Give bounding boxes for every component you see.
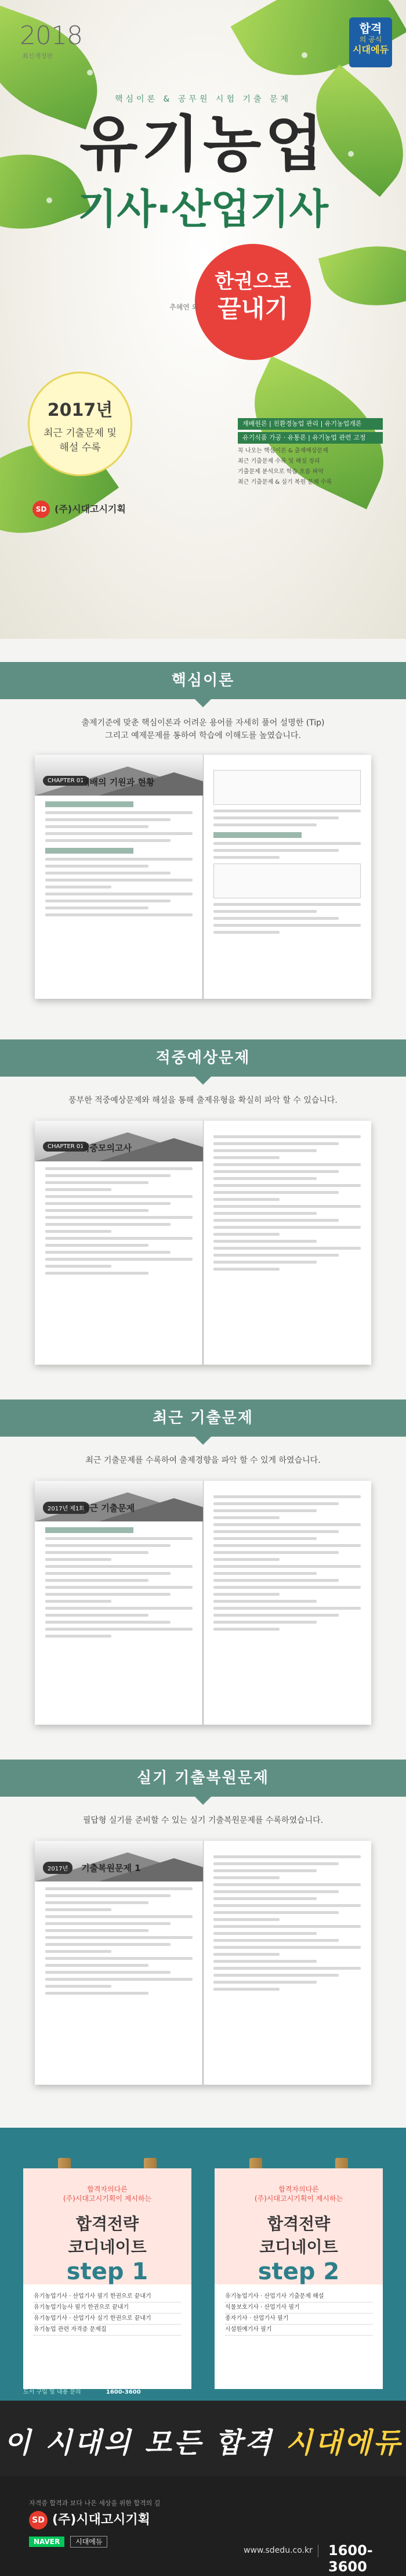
section-title: 최근 기출문제 [0,1399,406,1437]
slogan-band [0,2401,406,2476]
chapter-tag: CHAPTER 01 [43,776,89,786]
page-header-art [35,755,203,796]
list-item[interactable]: 시설원예기사 필기 [225,2325,372,2336]
chapter-title: 최근 기출문제 [81,1503,135,1513]
section-desc [0,1094,406,1107]
strategy-foot-phone: 1600-3600 [106,2389,141,2395]
strategy-title: 합격전략 [267,2214,331,2233]
list-item[interactable]: 유기농업기능사 필기 한권으로 끝내기 [34,2302,181,2314]
year-badge [28,372,132,476]
section-desc-line: 출제기준에 맞춘 핵심이론과 어려운 용어를 자세히 풀어 설명한 (Tip) [81,718,325,728]
footer-tagline: 자격증 합격과 보다 나은 세상을 위한 합격의 길 [29,2499,161,2507]
footer [0,2476,406,2576]
strategy-sub1: 코디네이트 [259,2237,338,2257]
chapter-tag: CHAPTER 01 [43,1142,89,1152]
section-title: 실기 기출복원문제 [0,1760,406,1797]
strategy-title: 합격전략 [75,2214,139,2233]
section-desc-line: 그리고 예제문제를 통하여 학습에 이해도를 높였습니다. [105,731,301,740]
section-desc [0,1814,406,1827]
strategy-pre2: (주)시대고시기획이 제시하는 [254,2194,343,2203]
chapter-tag: 2017년 [43,1862,72,1874]
year-badge-line2: 해설 수록 [59,442,101,454]
page-left [35,1481,203,1725]
strategy-card-step2 [215,2168,383,2389]
cover-year: 2018 [20,21,82,51]
strategy-book-list [34,2291,181,2336]
strategy-footer [23,2387,383,2397]
cover-tagline: 핵심이론 & 공무원 시험 기출 문제 [115,95,291,104]
list-item[interactable]: 종자기사 · 산업기사 필기 [225,2314,372,2325]
circle-line1: 한권으로 [215,270,291,293]
cover-year-sub: 최신개정판 [22,52,53,60]
cover-subtitle: 기사·산업기사 [77,185,329,233]
strategy-card-step1 [23,2168,191,2389]
water-drop [87,70,93,75]
strategy-book-list [225,2291,372,2336]
section-desc [0,717,406,742]
strategy-pre2: (주)시대고시기획이 제시하는 [63,2194,152,2203]
section-desc [0,1454,406,1467]
page-header-art [35,1121,203,1161]
publisher-mark-icon: SD [29,2511,48,2530]
brand-badge [349,17,392,67]
strategy-pre1: 합격자의다른 [87,2185,128,2193]
slogan-part1: 이 시대의 모든 합격 [3,2427,274,2459]
chapter-title: 적중모의고사 [81,1143,132,1153]
publisher-logo [32,501,126,518]
chapter-title: 재배의 기원과 현황 [81,777,155,787]
naver-search-term: 시대에듀 [70,2536,107,2548]
feature-item: 최근 기출문제 & 실기 복원 문제 수록 [238,479,332,485]
list-item[interactable]: 유기농업기사 · 산업기사 실기 한권으로 끝내기 [34,2314,181,2325]
feature-label: 유기식품 가공 · 유통론 | 유기농업 관련 고정 [238,432,383,444]
website-link[interactable]: www.sdedu.co.kr [244,2546,313,2555]
book-spread-preview [35,1481,371,1725]
page-header-art [35,1481,203,1521]
strategy-card-header [23,2168,191,2284]
year-badge-year: 2017년 [47,400,113,420]
book-spread-preview [35,755,371,999]
page-right [203,1121,371,1365]
page-left [35,1121,203,1365]
strategy-sub1: 코디네이트 [68,2237,147,2257]
cover-title: 유기농업 [79,109,327,179]
strategy-step: step 1 [66,2258,148,2285]
book-cover [0,0,406,639]
strategy-foot-text: 도서 구입 및 내용 문의 [23,2389,81,2395]
page-header-art [35,1841,203,1881]
chapter-title: 기출복원문제 1 [81,1863,141,1873]
feature-box [238,418,383,488]
page-right [203,1841,371,2085]
footer-logo-text: (주)시대고시기획 [52,2513,150,2527]
cover-author: 추혜연 외 [169,303,199,311]
naver-search[interactable] [29,2537,107,2546]
book-spread-preview [35,1121,371,1365]
slogan-brand: 시대에듀 [285,2427,403,2459]
feature-item: 최근 기출문제 수록 및 해설 정리 [238,458,320,465]
list-item[interactable]: 유기농업기사 · 산업기사 기출문제 해설 [225,2291,372,2302]
section-desc-line: 필답형 실기를 준비할 수 있는 실기 기출복원문제를 수록하였습니다. [82,1816,324,1825]
strategy-section [0,2128,406,2401]
cover-circle-badge [195,244,311,360]
brand-line2: 의 공식 [359,35,382,44]
section-desc-line: 풍부한 적중예상문제와 해설을 통해 출제유형을 확실히 파악 할 수 있습니다. [68,1096,338,1105]
section-desc-line: 최근 기출문제를 수록하여 출제경향을 파악 할 수 있게 하였습니다. [85,1456,321,1465]
brand-line1: 합격 [359,21,382,35]
book-spread-preview [35,1841,371,2085]
page-left [35,1841,203,2085]
circle-line2: 끝내기 [217,294,288,323]
strategy-pre1: 합격자의다른 [278,2185,319,2193]
feature-label: 재배원론 | 친환경농업 관리 | 유기농업개론 [238,418,383,430]
slogan [0,2420,406,2460]
page-left [35,755,203,999]
feature-item: 기출문제 분석으로 학습 흐름 파악 [238,469,324,475]
year-badge-line1: 최근 기출문제 및 [44,427,117,439]
feature-list [238,446,383,488]
section-title: 핵심이론 [0,662,406,699]
list-item[interactable]: 유기농업기사 · 산업기사 필기 한권으로 끝내기 [34,2291,181,2302]
page-right [203,755,371,999]
feature-item: 꼭 나오는 핵심이론 & 출제예상문제 [238,448,328,454]
footer-logo[interactable] [29,2511,150,2530]
list-item[interactable]: 식물보호기사 · 산업기사 필기 [225,2302,372,2314]
chapter-tag: 2017년 제1회 [43,1502,89,1514]
publisher-mark-icon: SD [32,501,50,518]
publisher-name: (주)시대고시기획 [55,503,126,515]
phone-number[interactable]: 1600-3600 [328,2542,373,2575]
page-right [203,1481,371,1725]
leaf-decoration [318,232,406,321]
list-item[interactable]: 유기농업 관련 자격증 문제집 [34,2325,181,2336]
section-title: 적중예상문제 [0,1039,406,1077]
brand-line3: 시대에듀 [353,44,389,55]
naver-label: NAVER [29,2537,64,2547]
water-drop [302,52,307,58]
strategy-step: step 2 [258,2258,340,2285]
strategy-card-header [215,2168,383,2284]
